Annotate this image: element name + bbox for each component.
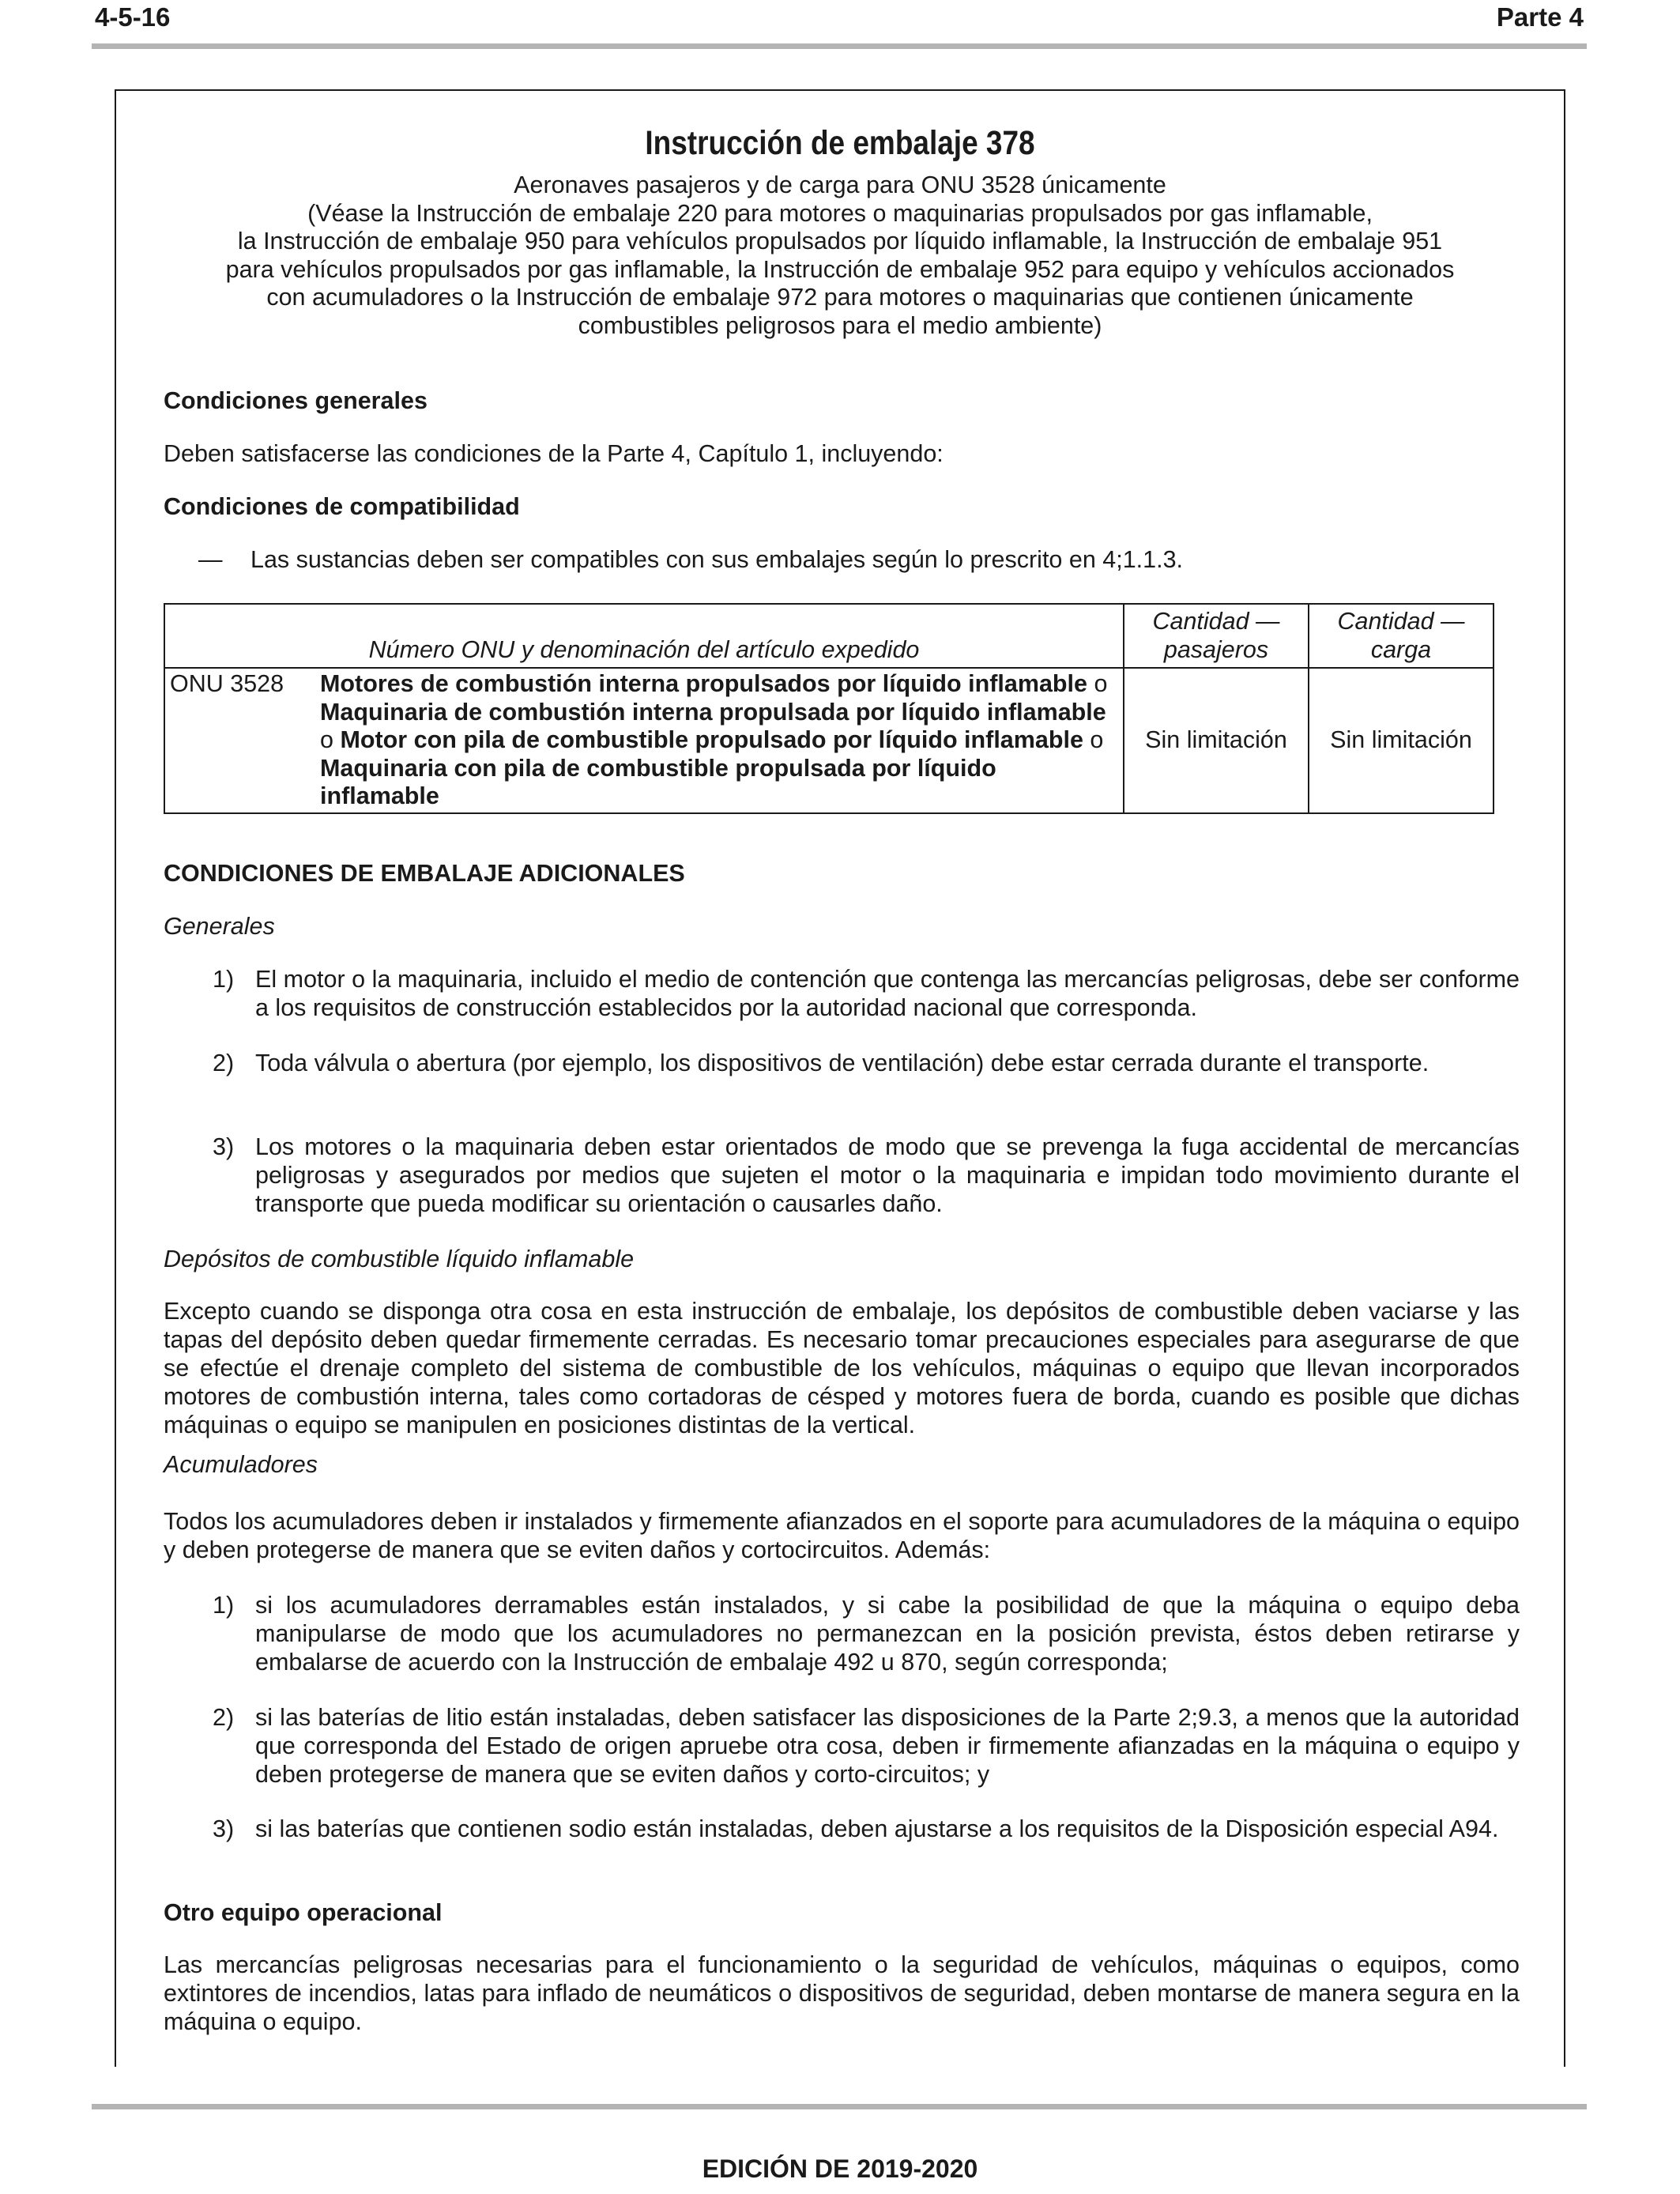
col-header-cargo	[1309, 604, 1494, 668]
col-header-passengers	[1124, 604, 1309, 668]
other-heading: Otro equipo operacional	[164, 1899, 443, 1926]
qty-passengers: Sin limitación	[1124, 668, 1309, 813]
page-header-section: 4-5-16	[95, 2, 171, 32]
general-text: Deben satisfacerse las condiciones de la Parte 4, Capítulo 1, incluyendo:	[164, 440, 944, 467]
subtitle-line: (Véase la Instrucción de embalaje 220 para motores o maquinarias propulsados por gas inflamable,	[307, 199, 1373, 227]
batteries-heading: Acumuladores	[164, 1451, 318, 1478]
conjunction: o	[320, 726, 333, 753]
shipping-name-part: Maquinaria con pila de combustible propulsada por líquido inflamable	[320, 754, 996, 809]
col-header-name: Número ONU y denominación del artículo expedido	[164, 604, 1124, 668]
generales-subheading: Generales	[164, 913, 275, 940]
list-text: si los acumuladores derramables están instalados, y si cabe la posibilidad de que la máquina o equipo deba manipularse de modo que los acumuladores no permanezcan en la posición prevista, éstos deben retirarse y embalarse de acuerdo con la Instrucción de embalaje 492 u 870, según corresponda;	[255, 1592, 1520, 1676]
additional-heading: CONDICIONES DE EMBALAJE ADICIONALES	[164, 860, 685, 887]
list-number: 2)	[213, 1704, 235, 1731]
col-header-passengers-l1: Cantidad —	[1152, 608, 1280, 635]
conjunction: o	[1090, 726, 1104, 753]
compat-heading: Condiciones de compatibilidad	[164, 493, 520, 520]
header-rule	[92, 43, 1587, 49]
instruction-title: Instrucción de embalaje 378	[645, 124, 1035, 162]
conjunction: o	[1094, 670, 1108, 697]
qty-cargo: Sin limitación	[1309, 668, 1494, 813]
list-text: si las baterías de litio están instaladas, deben satisfacer las disposiciones de la Parte 2;9.3, a menos que la autoridad que corresponda del Estado de origen apruebe otra cosa, deben ir firmemente afianzadas en la máquina o equipo y deben protegerse de manera que se eviten daños y corto-circuitos; y	[255, 1704, 1520, 1788]
subtitle-line: para vehículos propulsados por gas inflamable, la Instrucción de embalaje 952 para equipo y vehículos accionados	[225, 255, 1455, 283]
general-heading: Condiciones generales	[164, 387, 428, 414]
list-text: Toda válvula o abertura (por ejemplo, los dispositivos de ventilación) debe estar cerrada durante el transporte.	[255, 1050, 1430, 1076]
shipping-name-part: Motor con pila de combustible propulsado por líquido inflamable	[340, 726, 1083, 753]
col-header-cargo-l1: Cantidad —	[1337, 608, 1465, 635]
col-header-passengers-l2: pasajeros	[1163, 635, 1269, 663]
list-text: Los motores o la maquinaria deben estar orientados de modo que se prevenga la fuga accidental de mercancías peligrosas y asegurados por medios que sujeten el motor o la maquinaria e impidan todo movimiento durante el transporte que pueda modificar su orientación o causarles daño.	[255, 1133, 1520, 1217]
list-number: 3)	[213, 1133, 235, 1160]
shipping-name	[311, 668, 1124, 813]
shipping-name-part: Maquinaria de combustión interna propulsada por líquido inflamable	[320, 698, 1106, 726]
list-text: si las baterías que contienen sodio están instaladas, deben ajustarse a los requisitos de la Disposición especial A94.	[255, 1815, 1499, 1842]
shipping-name-part: Motores de combustión interna propulsados por líquido inflamable	[320, 670, 1087, 697]
footer-rule	[92, 2104, 1587, 2109]
col-header-cargo-l2: carga	[1370, 635, 1432, 663]
packing-table	[164, 603, 1494, 814]
page-header-part: Parte 4	[1496, 2, 1584, 32]
list-number: 2)	[213, 1050, 235, 1076]
dash-mark: —	[198, 546, 223, 573]
other-text: Las mercancías peligrosas necesarias para el funcionamiento o la seguridad de vehículos, máquinas o equipos, como extintores de incendios, latas para inflado de neumáticos o dispositivos de seguridad, deben montarse de manera segura en la máquina o equipo.	[164, 1951, 1520, 2035]
list-text: El motor o la maquinaria, incluido el medio de contención que contenga las mercancías peligrosas, debe ser conforme a los requisitos de construcción establecidos por la autoridad nacional que corresponda.	[255, 966, 1520, 1021]
subtitle-line: Aeronaves pasajeros y de carga para ONU 3528 únicamente	[514, 172, 1166, 198]
batteries-text: Todos los acumuladores deben ir instalados y firmemente afianzados en el soporte para acumuladores de la máquina o equipo y deben protegerse de manera que se eviten daños y cortocircuitos. Además:	[164, 1508, 1520, 1563]
edition-footer: EDICIÓN DE 2019-2020	[702, 2154, 978, 2183]
list-number: 1)	[213, 966, 235, 993]
list-number: 1)	[213, 1592, 235, 1619]
subtitle-line: con acumuladores o la Instrucción de embalaje 972 para motores o maquinarias que contienen únicamente	[266, 284, 1414, 311]
un-number: ONU 3528	[164, 668, 311, 813]
instruction-frame	[115, 89, 1565, 2067]
table-row	[164, 668, 1494, 813]
subtitle-line: combustibles peligrosos para el medio ambiente)	[578, 311, 1102, 339]
fuel-text: Excepto cuando se disponga otra cosa en esta instrucción de embalaje, los depósitos de combustible deben vaciarse y las tapas del depósito deben quedar firmemente cerradas. Es necesario tomar precauciones especiales para asegurarse de que se efectúe el drenaje completo del sistema de combustible de los vehículos, máquinas o equipo que llevan incorporados motores de combustión interna, tales como cortadoras de césped y motores fuera de borda, cuando es posible que dichas máquinas o equipo se manipulen en posiciones distintas de la vertical.	[164, 1298, 1520, 1438]
compat-item-text: Las sustancias deben ser compatibles con sus embalajes según lo prescrito en 4;1.1.3.	[250, 546, 1184, 573]
subtitle-line: la Instrucción de embalaje 950 para vehículos propulsados por líquido inflamable, la Instrucción de embalaje 951	[237, 228, 1443, 254]
instruction-subtitle	[116, 172, 1564, 340]
fuel-heading: Depósitos de combustible líquido inflamable	[164, 1246, 635, 1272]
table-header-row	[164, 604, 1494, 668]
list-number: 3)	[213, 1815, 235, 1842]
